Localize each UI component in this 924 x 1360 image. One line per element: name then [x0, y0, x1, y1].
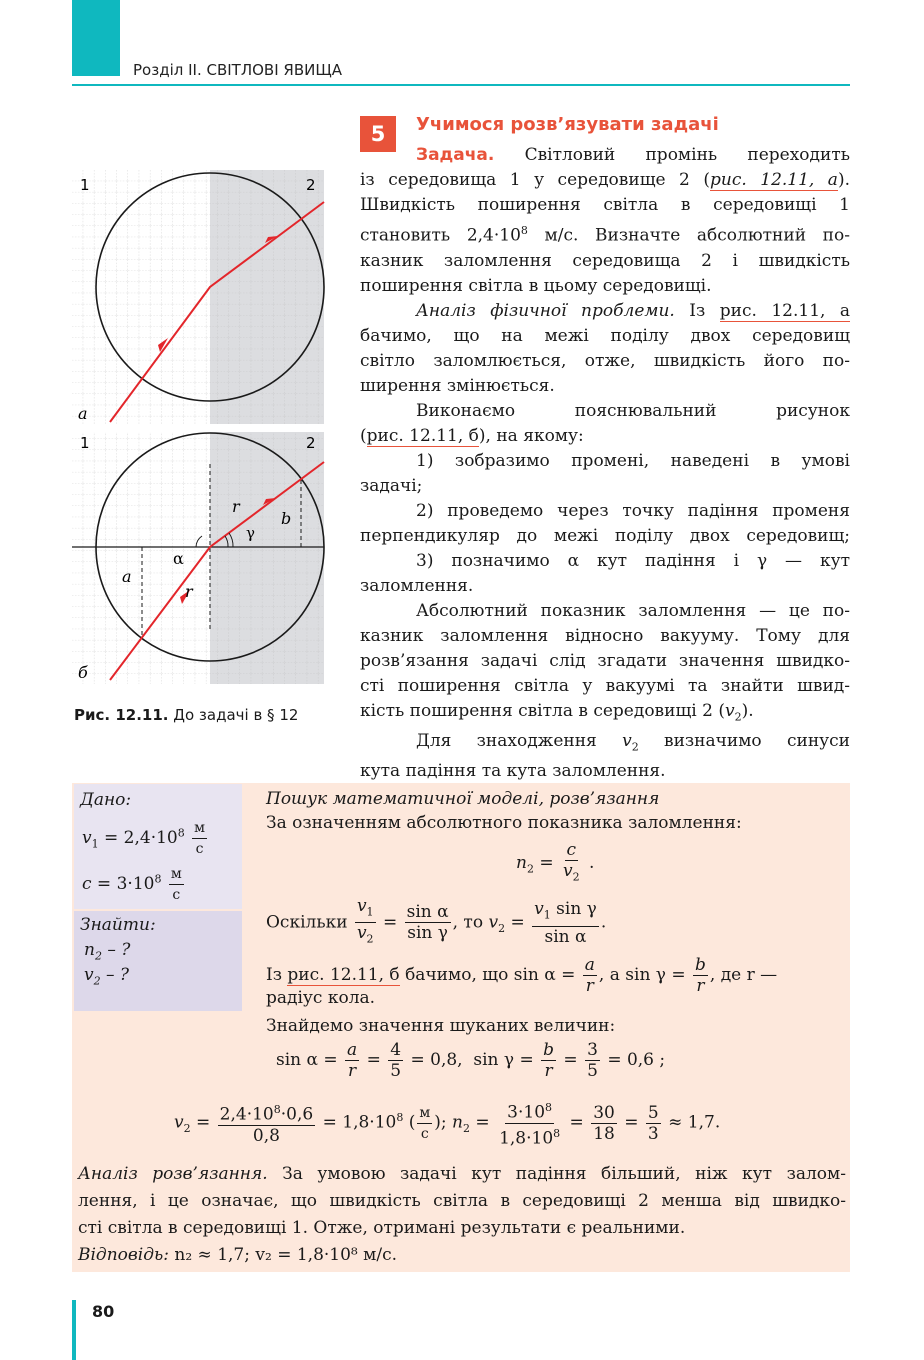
- section-number-badge: 5: [360, 116, 396, 152]
- label-r-lower: r: [185, 582, 193, 601]
- page-bar: [72, 1300, 76, 1360]
- panel-a-letter: а: [78, 404, 88, 423]
- panel-b-letter: б: [78, 663, 88, 682]
- section-title: Учимося розв’язувати задачі: [416, 114, 719, 135]
- given-box: Дано: $v_1 = 2,4\cdot 10^8$ $\frac{м}{с}$ $c = 3\cdot 10^8$ $\frac{м}{с}$: [74, 784, 242, 909]
- refraction-figure: [72, 170, 326, 690]
- formula-since: Оскільки $\frac{v_1}{v_2}$ = $\frac{\text{sin α}}{\text{sin γ}}$ , то $v_2$ = $\frac{v_1 \sin \gamma}{\text{sin α}}$ .: [266, 896, 607, 947]
- find-box: Знайти: $n_2$ – ? $v_2$ – ?: [74, 911, 242, 1011]
- task-line-1: Задача. Світловий промінь переходить: [416, 145, 850, 165]
- formula-sines: Із рис. 12.11, б бачимо, що sin α = $\frac{a}{r}$ , а sin γ = $\frac{b}{r}$ , де r —: [266, 955, 778, 996]
- label-alpha: α: [173, 549, 184, 568]
- panel-b-medium2: 2: [306, 434, 316, 452]
- panel-b-medium1: 1: [80, 434, 90, 452]
- label-b: b: [281, 509, 292, 528]
- find-v2: $v_2$ – ?: [84, 965, 130, 988]
- fig-link-a[interactable]: рис. 12.11, а: [710, 170, 838, 190]
- body-text: Задача. Світловий промінь переходить із середовища 1 у середовище 2 (рис. 12.11, а). Швидкість поширення світла в середовищі 1 становить $2,4\cdot 10^8$ м/с. Визначте абсолютний по- казник заломлення середовища 2 і швидкість поширення світла в цьому середовищі. Аналіз фізичної проблеми. Із рис. 12.11, а бачимо, що на межі поділу двох середовищ світло заломлюється, отже, швидкість його по- ширення змінюється. Виконаємо пояснювальний рисунок (рис. 12.11, б), на якому: 1) зобразимо промені, наведені в умові задачі; 2) проведемо через точку падіння променя перпендикуляр до межі поділу двох середовищ; 3) позначимо α кут падіння і γ — кут заломлення. Абсолютний показник заломлення — це по- казник заломлення відносно вакууму. Тому для розв’язання задачі слід згадати значення швидко- сті поширення світла у вакуумі та знайти швид- кість поширення світла в середовищі 2 $(v_2)$. Для знаходження $v_2$ визначимо синуси кута падіння та кута заломлення.: [360, 145, 851, 782]
- page-number: 80: [92, 1302, 115, 1321]
- find-n2: $n_2$ – ?: [84, 940, 131, 963]
- panel-a-medium2: 2: [306, 176, 316, 194]
- task-line-2: із середовища 1 у середовище 2 (рис. 12.11, а).: [360, 170, 850, 190]
- label-gamma: γ: [246, 524, 255, 542]
- figure-caption: Рис. 12.11. До задачі в § 12: [74, 706, 299, 724]
- label-a: a: [122, 567, 132, 586]
- given-v1: $v_1 = 2,4\cdot 10^8$ $\frac{м}{с}$: [82, 820, 206, 857]
- fig-link-b-2[interactable]: рис. 12.11, б: [287, 965, 400, 985]
- label-r-upper: r: [232, 497, 240, 516]
- formula-v2-n2: $v_2$ = $\frac{2,4\cdot 10^8\cdot 0,6}{0,8}$ = $1,8\cdot 10^8$ ( $\frac{м}{с}$ ); $n_2$ = $\frac{3\cdot 10^8}{1,8\cdot 10^8}$ = $\frac{30}{18}$ = $\frac{5}{3}$ ≈ 1,7.: [174, 1098, 720, 1148]
- formula-values: sin α = $\frac{a}{r}$ = $\frac{4}{5}$ = 0,8, sin γ = $\frac{b}{r}$ = $\frac{3}{5}$ = 0,6 ;: [276, 1040, 666, 1081]
- formula-n2: $n_2$ = $\frac{c}{v_2}$ .: [516, 840, 595, 884]
- fig-link-a-2[interactable]: рис. 12.11, а: [719, 300, 851, 321]
- analysis-block: Аналіз розв’язання. За умовою задачі кут падіння більший, ніж кут залом- лення, і це означає, що швидкість світла в середовищі 2 менша від швидко- сті світла в середовищі 1. Отже, отримані результати є реальними. Відповідь: n₂ ≈ 1,7; v₂ = 1,8·10⁸ м/с.: [78, 1164, 846, 1265]
- given-c: $c = 3\cdot 10^8$ $\frac{м}{с}$: [82, 866, 182, 903]
- chapter-tab: [72, 0, 120, 76]
- chapter-title: Розділ ІІ. СВІТЛОВІ ЯВИЩА: [133, 61, 342, 79]
- fig-link-b[interactable]: рис. 12.11, б: [366, 425, 479, 446]
- solution-title: Пошук математичної моделі, розв’язання: [266, 789, 660, 809]
- header-rule: [72, 84, 850, 86]
- panel-a-medium1: 1: [80, 176, 90, 194]
